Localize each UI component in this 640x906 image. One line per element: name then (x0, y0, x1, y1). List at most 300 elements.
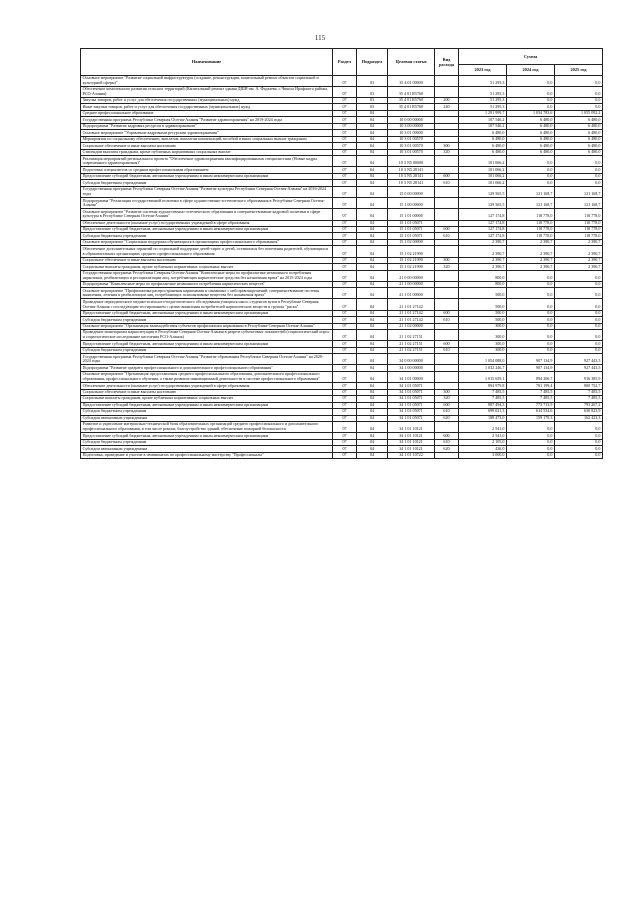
row-value-2024: 0,0 (507, 180, 555, 186)
row-name: Подпрограмма "Развитие кадровых ресурсов в здравоохранении" (81, 123, 333, 129)
row-section: 07 (333, 409, 357, 415)
row-value-2024: 0,0 (507, 86, 555, 97)
row-subsection: 04 (357, 288, 388, 299)
row-value-2024: 0,0 (507, 323, 555, 329)
row-section: 07 (333, 233, 357, 239)
row-name: Закупка товаров, работ и услуг для обеспечения государственных (муниципальных) нужд (81, 97, 333, 103)
row-value-2025: 0,0 (555, 323, 603, 329)
row-value-2025: 0,0 (555, 86, 603, 97)
row-exp-type (435, 75, 459, 86)
row-value-2023: 51 295,3 (459, 104, 507, 110)
row-target: 10 3 01 00570 (388, 149, 435, 155)
row-subsection: 04 (357, 365, 388, 371)
row-target: 21 1 02 27151 (388, 341, 435, 347)
row-target: 34 1 01 10121 (388, 422, 435, 433)
row-name: Проведение мониторинга наркоситуации в Республике Северная Осетия-Алания в разрезе субъектовых показателей (социологический опрос и социологическое исследование населения РСО-Алания) (81, 330, 333, 341)
row-section: 07 (333, 123, 357, 129)
row-value-2024: 2 390,7 (507, 257, 555, 263)
row-subsection: 04 (357, 123, 388, 129)
row-value-2024: 0,0 (507, 75, 555, 86)
row-value-2023: 2 390,7 (459, 257, 507, 263)
row-name: Обеспечение деятельности (оказание услуг) государственных учреждений в сфере образования (81, 383, 333, 389)
row-target: 15 1 01 05071 (388, 233, 435, 239)
row-target: 34 1 01 05071 (388, 409, 435, 415)
row-target: 10 3 N5 28141 (388, 180, 435, 186)
row-subsection: 04 (357, 117, 388, 123)
row-value-2023: 188 473,0 (459, 415, 507, 421)
row-value-2024: 7 485,5 (507, 396, 555, 402)
row-name: Субсидии бюджетным учреждениям (81, 180, 333, 186)
row-target: 15 1 01 05071 (388, 220, 435, 226)
row-name: Стипендии выплаты гражданам, кроме публичных нормативных социальных выплат (81, 149, 333, 155)
row-value-2024: 6 480,0 (507, 149, 555, 155)
row-section: 07 (333, 75, 357, 86)
row-value-2023: 800,0 (459, 270, 507, 281)
row-subsection: 04 (357, 433, 388, 439)
row-value-2024: 121 168,7 (507, 186, 555, 197)
row-name: Реализация мероприятий регионального проекта "Обеспечение здравоохранения квалифицированными специалистами (Новые кадры современного здравоохранения)" (81, 156, 333, 167)
row-target: 10 3 01 00000 (388, 130, 435, 136)
row-value-2024: 0,0 (507, 288, 555, 299)
row-value-2023: 6 480,0 (459, 130, 507, 136)
row-section: 07 (333, 323, 357, 329)
row-target: 34 1 01 05071 (388, 389, 435, 395)
row-exp-type: 320 (435, 264, 459, 270)
row-section: 07 (333, 130, 357, 136)
row-target: 34 1 01 00000 (388, 371, 435, 382)
row-value-2024: 0,0 (507, 310, 555, 316)
row-subsection: 04 (357, 143, 388, 149)
row-target: 21 1 02 27151 (388, 347, 435, 353)
row-target: 10 3 N5 00000 (388, 156, 435, 167)
row-exp-type: 320 (435, 396, 459, 402)
row-section: 07 (333, 149, 357, 155)
row-name: Мероприятия по социальному обеспечению, выплатам, выплатам компенсаций, пособий и иных социальных выплат гражданам (81, 136, 333, 142)
row-name: Основное мероприятие "Организация предоставления среднего профессионального образования, дополнительного профессионального образования, профессионального обучения, а также развитие инновационной деятельности в системе профессионального образования" (81, 371, 333, 382)
table-row (81, 246, 603, 257)
row-section: 07 (333, 281, 357, 287)
row-subsection: 04 (357, 317, 388, 323)
row-exp-type (435, 246, 459, 257)
row-subsection: 04 (357, 281, 388, 287)
row-subsection: 04 (357, 180, 388, 186)
row-section: 07 (333, 117, 357, 123)
row-exp-type (435, 422, 459, 433)
row-subsection: 03 (357, 104, 388, 110)
row-value-2024: 0,0 (507, 97, 555, 103)
row-value-2023: 1 054 088,0 (459, 354, 507, 365)
row-name: Социальное обеспечение и иные выплаты населению (81, 257, 333, 263)
row-value-2025: 1 055 092,2 (555, 110, 603, 116)
row-name: Предоставление субсидий бюджетным, автономным учреждениям и иным некоммерческим организациям (81, 226, 333, 232)
row-exp-type: 300 (435, 257, 459, 263)
row-subsection: 04 (357, 415, 388, 421)
row-value-2025: 0,0 (555, 347, 603, 353)
row-value-2023: 51 295,3 (459, 97, 507, 103)
col-header-2025: 2025 год (555, 64, 603, 75)
row-value-2023: 7 485,5 (459, 389, 507, 395)
row-target: 34 1 01 10121 (388, 446, 435, 452)
row-subsection: 04 (357, 330, 388, 341)
row-value-2025: 2 390,7 (555, 264, 603, 270)
row-section: 07 (333, 439, 357, 445)
row-value-2023: 2 390,7 (459, 264, 507, 270)
row-target: 15 1 02 21990 (388, 257, 435, 263)
row-target: 35 4 01 R5760 (388, 104, 435, 110)
row-value-2023: 129 565,5 (459, 198, 507, 209)
table-row (81, 371, 603, 382)
row-value-2023: 500,0 (459, 288, 507, 299)
row-subsection: 04 (357, 270, 388, 281)
row-exp-type (435, 354, 459, 365)
row-exp-type (435, 270, 459, 281)
table-row (81, 198, 603, 209)
row-value-2025: 0,0 (555, 446, 603, 452)
row-target: 10 0 00 00000 (388, 117, 435, 123)
row-name: Подпрограмма "Развитие среднего профессионального и дополнительного профессионального образования" (81, 365, 333, 371)
row-section: 07 (333, 402, 357, 408)
row-exp-type: 610 (435, 317, 459, 323)
row-value-2024: 159 179,3 (507, 415, 555, 421)
row-value-2024: 1 034 783,6 (507, 110, 555, 116)
row-value-2024: 907 134,9 (507, 354, 555, 365)
row-name: Государственная программа Республики Северная Осетия-Алания "Развитие здравоохранения" на 2019-2024 годы (81, 117, 333, 123)
row-value-2023: 101 066,2 (459, 167, 507, 173)
row-value-2025: 118 778,0 (555, 233, 603, 239)
row-value-2023: 129 565,5 (459, 186, 507, 197)
row-name: Проведение периодического медико-психолого-педагогического обследования учащихся школ, студентов вузов в Республике Северная Осетия-Алания с последующим тестированием с целью выявления потребителей наркотических веществ и группы "риска" (81, 299, 333, 310)
table-row (81, 75, 603, 86)
row-subsection: 04 (357, 299, 388, 310)
row-value-2023: 300,0 (459, 323, 507, 329)
row-value-2025: 118 778,0 (555, 209, 603, 220)
row-section: 07 (333, 371, 357, 382)
col-header-name: Наименование (81, 49, 333, 76)
row-exp-type (435, 156, 459, 167)
row-target: 15 1 02 00000 (388, 239, 435, 245)
row-value-2023: 127 174,8 (459, 209, 507, 220)
row-exp-type: 600 (435, 310, 459, 316)
row-value-2025: 6 480,0 (555, 136, 603, 142)
row-exp-type: 610 (435, 409, 459, 415)
row-exp-type: 610 (435, 439, 459, 445)
table-row (81, 422, 603, 433)
row-value-2024: 0,0 (507, 439, 555, 445)
row-value-2025: 6 480,0 (555, 123, 603, 129)
row-value-2023: 1 015 659,1 (459, 371, 507, 382)
col-header-target: Целевая статья (388, 49, 435, 76)
row-target: 34 0 00 00000 (388, 354, 435, 365)
budget-table (80, 48, 603, 459)
row-value-2024: 0,0 (507, 156, 555, 167)
row-subsection: 04 (357, 136, 388, 142)
row-value-2025: 0,0 (555, 167, 603, 173)
row-target: 34 1 00 00000 (388, 365, 435, 371)
row-section: 07 (333, 317, 357, 323)
row-target: 10 3 00 00000 (388, 123, 435, 129)
row-section: 07 (333, 433, 357, 439)
row-value-2025: 121 168,7 (555, 198, 603, 209)
row-value-2023: 699 021,3 (459, 409, 507, 415)
row-name: Основное мероприятие "Развитие социальной инфраструктуры (создание, реконструкция, капитальный ремонт объектов социальной и культурной сферы)" (81, 75, 333, 86)
row-value-2023: 6 480,0 (459, 143, 507, 149)
row-name: Субсидии бюджетным учреждениям (81, 439, 333, 445)
row-value-2023: 436,0 (459, 446, 507, 452)
row-value-2023: 300,0 (459, 330, 507, 341)
row-name: Иные закупки товаров, работ и услуг для обеспечения государственных (муниципальных) нужд (81, 104, 333, 110)
row-subsection: 04 (357, 347, 388, 353)
row-value-2025: 0,0 (555, 330, 603, 341)
row-target: 34 1 01 05071 (388, 415, 435, 421)
row-value-2024: 2 390,7 (507, 239, 555, 245)
row-exp-type: 200 (435, 97, 459, 103)
row-value-2023: 101 066,2 (459, 180, 507, 186)
row-value-2024: 2 390,7 (507, 246, 555, 257)
row-section: 07 (333, 186, 357, 197)
row-subsection: 04 (357, 371, 388, 382)
row-value-2024: 781 199,4 (507, 383, 555, 389)
row-value-2023: 894 979,8 (459, 383, 507, 389)
row-value-2024: 118 778,0 (507, 220, 555, 226)
row-subsection: 04 (357, 186, 388, 197)
row-value-2023: 6 480,0 (459, 149, 507, 155)
row-value-2024: 118 778,0 (507, 209, 555, 220)
row-name: Социальное обеспечение и иные выплаты населению (81, 389, 333, 395)
row-value-2024: 894 206,7 (507, 371, 555, 382)
row-section: 07 (333, 446, 357, 452)
row-value-2024: 6 480,0 (507, 136, 555, 142)
row-section: 07 (333, 104, 357, 110)
row-value-2023: 127 174,8 (459, 226, 507, 232)
row-value-2023: 2 390,7 (459, 246, 507, 257)
row-value-2023: 2 541,0 (459, 433, 507, 439)
row-value-2024: 118 778,0 (507, 226, 555, 232)
row-subsection: 04 (357, 110, 388, 116)
row-name: Государственная программа Республики Северная Осетия-Алания "Комплексные меры по профилактике незаконного потребления наркотиков, реабилитации и ресоциализации лиц, потребляющих наркотические средства без назначения врача" на 2015-2024 годы (81, 270, 333, 281)
row-value-2024: 0,0 (507, 104, 555, 110)
row-exp-type: 600 (435, 402, 459, 408)
row-value-2023: 6 480,0 (459, 136, 507, 142)
row-value-2025: 0,0 (555, 97, 603, 103)
row-exp-type (435, 86, 459, 97)
row-subsection: 03 (357, 75, 388, 86)
row-subsection: 04 (357, 167, 388, 173)
row-value-2023: 500,0 (459, 317, 507, 323)
row-value-2025: 0,0 (555, 180, 603, 186)
row-value-2025: 927 443,5 (555, 354, 603, 365)
row-name: Предоставление субсидий бюджетным, автономным учреждениям и иным некоммерческим организациям (81, 310, 333, 316)
row-section: 07 (333, 288, 357, 299)
row-value-2024: 773 713,9 (507, 402, 555, 408)
page-number: 115 (314, 34, 326, 42)
row-value-2025: 0,0 (555, 173, 603, 179)
row-section: 07 (333, 86, 357, 97)
row-value-2023: 101 066,2 (459, 173, 507, 179)
row-value-2023: 2 390,7 (459, 239, 507, 245)
row-value-2025: 6 480,0 (555, 117, 603, 123)
row-exp-type (435, 299, 459, 310)
row-value-2025: 630 823,9 (555, 409, 603, 415)
row-subsection: 04 (357, 257, 388, 263)
row-section: 07 (333, 383, 357, 389)
row-subsection: 04 (357, 198, 388, 209)
row-section: 07 (333, 264, 357, 270)
row-value-2025: 6 480,0 (555, 130, 603, 136)
row-value-2023: 2 105,0 (459, 439, 507, 445)
row-subsection: 04 (357, 220, 388, 226)
row-subsection: 04 (357, 239, 388, 245)
row-value-2023: 800,0 (459, 281, 507, 287)
row-value-2024: 0,0 (507, 270, 555, 281)
row-subsection: 04 (357, 233, 388, 239)
table-row (81, 330, 603, 341)
row-value-2024: 7 485,5 (507, 389, 555, 395)
row-target: 15 1 02 21990 (388, 246, 435, 257)
row-section: 07 (333, 180, 357, 186)
row-target: 34 1 01 05071 (388, 383, 435, 389)
row-target: 21 1 01 27142 (388, 310, 435, 316)
row-target: 35 4 01 R5760 (388, 97, 435, 103)
row-value-2025: 118 778,0 (555, 220, 603, 226)
row-value-2023: 2 541,0 (459, 422, 507, 433)
row-name: Обеспечение деятельности (оказание услуг) государственных учреждений в сфере образования (81, 220, 333, 226)
row-value-2025: 0,0 (555, 341, 603, 347)
row-value-2023: 300,0 (459, 341, 507, 347)
row-subsection: 04 (357, 439, 388, 445)
row-name: Обеспечение дополнительных гарантий по социальной поддержке детей-сирот и детей, оставшихся без попечения родителей, обучающихся в образовательных организациях среднего профессионального образования (81, 246, 333, 257)
row-value-2025: 0,0 (555, 433, 603, 439)
row-section: 07 (333, 415, 357, 421)
row-exp-type: 600 (435, 173, 459, 179)
row-section: 07 (333, 341, 357, 347)
row-target: 21 1 00 00000 (388, 281, 435, 287)
row-section: 07 (333, 422, 357, 433)
row-section: 07 (333, 452, 357, 458)
row-value-2025: 7 485,5 (555, 389, 603, 395)
row-section: 07 (333, 226, 357, 232)
row-value-2024: 2 390,7 (507, 264, 555, 270)
row-subsection: 04 (357, 149, 388, 155)
row-subsection: 04 (357, 209, 388, 220)
row-section: 07 (333, 136, 357, 142)
row-section: 07 (333, 246, 357, 257)
row-value-2025: 2 390,7 (555, 246, 603, 257)
row-exp-type: 620 (435, 415, 459, 421)
row-subsection: 04 (357, 389, 388, 395)
row-exp-type: 240 (435, 104, 459, 110)
row-subsection: 04 (357, 446, 388, 452)
row-value-2024: 0,0 (507, 422, 555, 433)
table-row (81, 452, 603, 458)
row-value-2023: 1 291 999,7 (459, 110, 507, 116)
row-target: 15 1 02 21990 (388, 264, 435, 270)
row-value-2023: 107 546,2 (459, 117, 507, 123)
row-name: Основное мероприятие "Развитие системы художественно-эстетического образования и совершенствование кадровой политики в сфере культуры в Республике Северная Осетия-Алания" (81, 209, 333, 220)
row-exp-type: 600 (435, 341, 459, 347)
row-name: Субсидии бюджетным учреждениям (81, 409, 333, 415)
row-name: Субсидии автономным учреждениям (81, 415, 333, 421)
row-target: 21 1 01 27142 (388, 299, 435, 310)
row-target: 35 4 01 R5760 (388, 86, 435, 97)
row-section: 07 (333, 396, 357, 402)
row-exp-type (435, 330, 459, 341)
row-section: 07 (333, 299, 357, 310)
col-header-exp-type: Вид расхода (435, 49, 459, 76)
row-section: 07 (333, 209, 357, 220)
row-exp-type: 610 (435, 347, 459, 353)
row-value-2024: 907 134,9 (507, 365, 555, 371)
row-value-2024: 0,0 (507, 330, 555, 341)
table-row (81, 299, 603, 310)
row-value-2025: 0,0 (555, 288, 603, 299)
row-section: 07 (333, 110, 357, 116)
row-section: 07 (333, 365, 357, 371)
row-value-2025: 800 752,7 (555, 383, 603, 389)
row-subsection: 04 (357, 246, 388, 257)
row-value-2024: 0,0 (507, 452, 555, 458)
table-row (81, 354, 603, 365)
row-name: Подпрограмма "Реализация государственной политики в сфере художественно-эстетического образования в Республике Северная Осетия-Алания" (81, 198, 333, 209)
row-subsection: 04 (357, 354, 388, 365)
row-name: Субсидии бюджетным учреждениям (81, 233, 333, 239)
row-value-2023: 107 546,2 (459, 123, 507, 129)
row-value-2023: 500,0 (459, 299, 507, 310)
row-value-2025: 118 778,0 (555, 226, 603, 232)
col-header-sum: Сумма (459, 49, 603, 65)
row-subsection: 04 (357, 226, 388, 232)
row-target: 15 1 01 00000 (388, 209, 435, 220)
row-name: Обеспечение комплексного развития сельских территорий (Капитальный ремонт здания ДШИ им. А. Фадзаева, с.Чикола Ирафского района, РСО-Алания) (81, 86, 333, 97)
row-subsection: 04 (357, 156, 388, 167)
row-value-2023: 51 295,3 (459, 86, 507, 97)
table-row (81, 186, 603, 197)
row-subsection: 04 (357, 310, 388, 316)
row-value-2024: 6 480,0 (507, 117, 555, 123)
col-header-section: Раздел (333, 49, 357, 76)
row-value-2025: 0,0 (555, 422, 603, 433)
row-exp-type: 610 (435, 180, 459, 186)
row-value-2025: 0,0 (555, 299, 603, 310)
row-value-2023: 3 000,0 (459, 452, 507, 458)
row-value-2024: 0,0 (507, 433, 555, 439)
row-target: 10 3 01 00570 (388, 143, 435, 149)
row-value-2023: 127 174,8 (459, 233, 507, 239)
row-name: Субсидии бюджетным учреждениям (81, 317, 333, 323)
row-subsection: 04 (357, 422, 388, 433)
row-name: Социальное обеспечение и иные выплаты населению (81, 143, 333, 149)
row-name: Субсидии автономным учреждениям (81, 446, 333, 452)
table-row (81, 270, 603, 281)
row-value-2023: 887 494,3 (459, 402, 507, 408)
row-name: Основное мероприятие "Профилактика распространения наркомании и связанных с ней правонарушений, совершенствование системы выявления, лечения и реабилитации лиц, потребляющих психоактивные вещества без назначения врача" (81, 288, 333, 299)
row-target: 15 1 00 00000 (388, 198, 435, 209)
row-value-2025: 7 485,5 (555, 396, 603, 402)
row-subsection: 03 (357, 86, 388, 97)
row-value-2023: 1 032 246,7 (459, 365, 507, 371)
row-value-2024: 6 480,0 (507, 123, 555, 129)
row-target: 34 1 01 10121 (388, 439, 435, 445)
row-section: 07 (333, 354, 357, 365)
row-target: 34 1 01 05071 (388, 396, 435, 402)
row-subsection: 04 (357, 396, 388, 402)
row-subsection: 04 (357, 341, 388, 347)
row-section: 07 (333, 330, 357, 341)
row-section: 07 (333, 198, 357, 209)
table-row (81, 209, 603, 220)
row-target: 10 3 01 00570 (388, 136, 435, 142)
row-exp-type (435, 186, 459, 197)
row-subsection: 04 (357, 409, 388, 415)
